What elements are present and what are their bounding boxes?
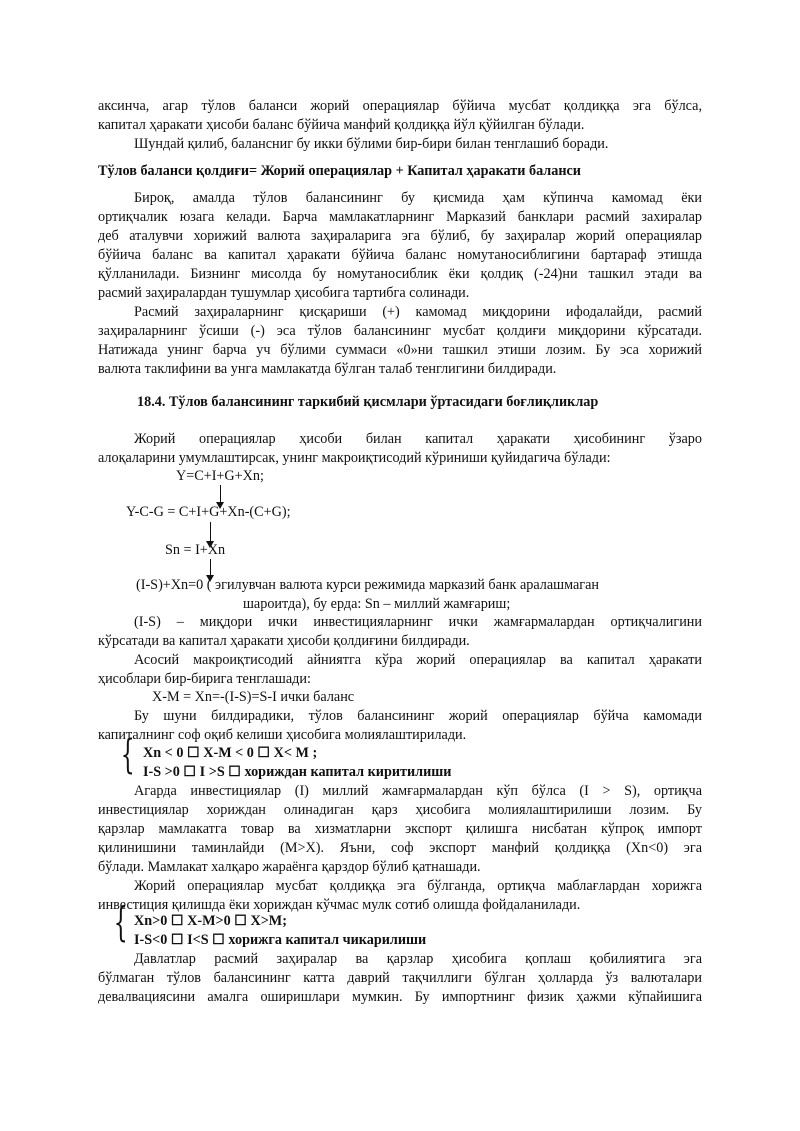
paragraph-line: (I-S) – миқдори ички инвестицияларнинг ички жамғармалардан ортиқчалигини [134, 614, 702, 630]
equation-line: X-M = Xn=-(I-S)=S-I ички баланс [152, 689, 355, 705]
paragraph-line: қарзлар мамлакатга товар ва хизматларни экспорт қилишга нисбатан кўпроқ импорт [98, 821, 702, 837]
curly-brace-icon: { [113, 900, 128, 946]
paragraph-line: бўлади. Мамлакат халқаро жараёнга қарздор бўлиб қатнашади. [98, 859, 481, 875]
paragraph-line: бўлмаган тўлов балансининг катта даврий тақчиллиги бўлган ҳолларда ўз валюталари [98, 970, 702, 986]
paragraph-line: деб аталувчи хорижий валюта заҳираларига эга бўлиб, бу заҳиралар жорий операциялар [98, 228, 702, 244]
paragraph-line: капитал ҳаракати ҳисоби баланс бўйича манфий қолдиққа йўл қўйилган бўлади. [98, 117, 585, 133]
condition-line: I-S >0 ☐ I >S ☐ хориждан капитал киритилиши [143, 764, 452, 780]
equation-line: Y-C-G = C+I+G+Xn-(C+G); [126, 504, 291, 520]
formula-heading: Тўлов баланси қолдиғи= Жорий операциялар + Капитал ҳаракати баланси [98, 163, 581, 179]
paragraph-line: қилинишини таминлайди (M>X). Яъни, соф экспорт манфий қолдиққа (Xn<0) эга [98, 840, 702, 856]
paragraph-line: Агарда инвестициялар (I) миллий жамғармалардан кўп бўлса (I > S), ортиқча [134, 783, 702, 799]
paragraph-line: заҳираларнинг ўсиши (-) эса тўлов балансининг мусбат қолдиғи миқдорини кўрсатади. [98, 323, 702, 339]
paragraph-line: инвестиция қилишда ёки хориждан кўчмас мулк сотиб олишда фойдаланилади. [98, 897, 581, 913]
equation-line: (I-S)+Xn=0 ( эгилувчан валюта курси режимида марказий банк аралашмаган [136, 577, 599, 593]
paragraph-line: Жорий операциялар ҳисоби билан капитал ҳаракати ҳисобининг ўзаро [134, 431, 702, 447]
paragraph-line: ортиқчалик юзага келади. Барча мамлакатларнинг Марказий банклари расмий захиралар [98, 209, 702, 225]
equation-line: Sn = I+Xn [165, 542, 226, 558]
section-heading: 18.4. Тўлов балансининг таркибий қисмлари ўртасидаги боғлиқликлар [137, 394, 599, 410]
paragraph-line: Давлатлар расмий заҳиралар ва қарзлар ҳисобига қоплаш қобилиятига эга [134, 951, 702, 967]
equation-line: Y=C+I+G+Xn; [176, 468, 264, 484]
paragraph-line: шароитда), бу ерда: Sn – миллий жамғариш; [243, 596, 511, 612]
paragraph-line: алоқаларини умумлаштирсак, унинг макроиқтисодий кўриниши қуйидагича бўлади: [98, 450, 611, 466]
condition-line: I-S<0 ☐ I<S ☐ хорижга капитал чикарилиши [134, 932, 427, 948]
curly-brace-icon: { [120, 732, 135, 778]
paragraph-line: бўйича баланс ва капитал ҳаракати бўйича баланс номутаносиблигини бартараф этишда [98, 247, 702, 263]
paragraph-line: аксинча, агар тўлов баланси жорий операциялар бўйича мусбат қолдиққа эга бўлса, [98, 98, 702, 114]
paragraph-line: Бироқ, амалда тўлов балансининг бу қисмида ҳам кўпинча камомад ёки [134, 190, 702, 206]
paragraph-line: капиталнинг соф оқиб келиши ҳисобига молиялаштирилади. [98, 727, 467, 743]
paragraph-line: Жорий операциялар мусбат қолдиққа эга бўлганда, ортиқча маблағлардан хорижга [134, 878, 702, 894]
paragraph-line: ҳисоблари бир-бирига тенглашади: [98, 671, 311, 687]
condition-line: Xn < 0 ☐ X-M < 0 ☐ X< M ; [143, 745, 318, 761]
condition-line: Xn>0 ☐ X-M>0 ☐ X>M; [134, 913, 287, 929]
paragraph-line: қўлланилади. Бизнинг мисолда бу номутаносиблик ёки қолдиқ (-24)ни ташкил этади ва [98, 266, 702, 282]
paragraph-line: Шундай қилиб, балансниг бу икки бўлими бир-бири билан тенглашиб боради. [134, 136, 609, 152]
paragraph-line: Натижада унинг барча уч бўлими суммаси «0»ни ташкил этиши лозим. Бу эса хорижий [98, 342, 702, 358]
down-arrow-icon [220, 485, 221, 503]
paragraph-line: девалвациясини амалга оширишлари мумкин. Бу импортнинг физик ҳажми кўпайишига [98, 989, 702, 1005]
paragraph-line: инвестициялар хориждан олинадиган қарз ҳисобига молиялаштирилиши лозим. Бу [98, 802, 702, 818]
paragraph-line: Расмий заҳираларнинг қисқариши (+) камомад миқдорини ифодалайди, расмий [134, 304, 702, 320]
paragraph-line: расмий заҳиралардан тушумлар ҳисобига тартибга солинади. [98, 285, 470, 301]
paragraph-line: валюта таклифини ва унга мамлакатда бўлган талаб тенглигини билдиради. [98, 361, 557, 377]
paragraph-line: кўрсатади ва капитал ҳаракати ҳисоби қолдиғини билдиради. [98, 633, 470, 649]
down-arrow-icon [210, 559, 211, 576]
paragraph-line: Бу шуни билдирадики, тўлов балансининг жорий операциялар бўйча камомади [134, 708, 702, 724]
down-arrow-icon [210, 522, 211, 542]
paragraph-line: Асосий макроиқтисодий айниятга кўра жорий операциялар ва капитал ҳаракати [134, 652, 702, 668]
